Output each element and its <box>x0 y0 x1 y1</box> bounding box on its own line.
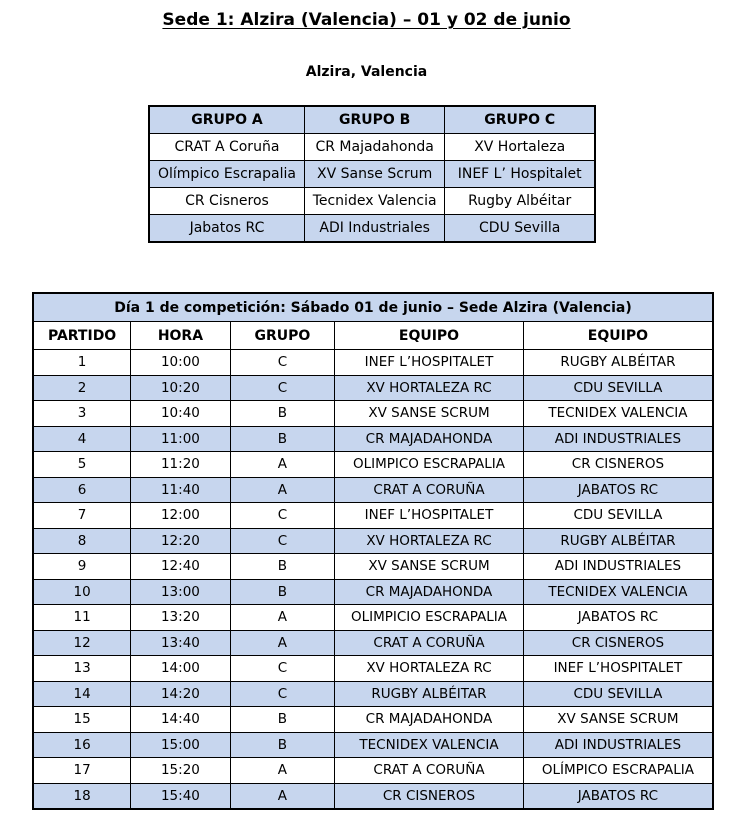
schedule-row <box>33 758 713 784</box>
match-time-cell: 12:00 <box>131 503 230 529</box>
away-team-cell: CR CISNEROS <box>523 630 713 656</box>
group-team-cell: ADI Industriales <box>304 215 444 243</box>
home-team-cell: CR MAJADAHONDA <box>335 707 524 733</box>
groups-row <box>149 188 595 215</box>
away-team-cell: JABATOS RC <box>523 477 713 503</box>
group-team-cell: Jabatos RC <box>149 215 304 243</box>
match-number-cell: 8 <box>33 528 131 554</box>
match-group-cell: A <box>230 783 335 809</box>
match-time-cell: 10:20 <box>131 375 230 401</box>
match-group-cell: C <box>230 528 335 554</box>
match-number-cell: 9 <box>33 554 131 580</box>
match-time-cell: 13:40 <box>131 630 230 656</box>
home-team-cell: RUGBY ALBÉITAR <box>335 681 524 707</box>
match-group-cell: A <box>230 758 335 784</box>
match-number-cell: 17 <box>33 758 131 784</box>
match-group-cell: B <box>230 554 335 580</box>
away-team-cell: CDU SEVILLA <box>523 681 713 707</box>
group-team-cell: Olímpico Escrapalia <box>149 161 304 188</box>
schedule-row <box>33 528 713 554</box>
group-team-cell: CRAT A Coruña <box>149 134 304 161</box>
home-team-cell: CRAT A CORUÑA <box>335 758 524 784</box>
match-time-cell: 10:00 <box>131 350 230 376</box>
match-time-cell: 12:40 <box>131 554 230 580</box>
home-team-cell: XV HORTALEZA RC <box>335 528 524 554</box>
match-group-cell: B <box>230 707 335 733</box>
away-team-cell: ADI INDUSTRIALES <box>523 732 713 758</box>
match-group-cell: A <box>230 630 335 656</box>
match-number-cell: 13 <box>33 656 131 682</box>
match-number-cell: 7 <box>33 503 131 529</box>
match-number-cell: 10 <box>33 579 131 605</box>
match-group-cell: B <box>230 401 335 427</box>
home-team-cell: XV HORTALEZA RC <box>335 656 524 682</box>
schedule-row <box>33 350 713 376</box>
match-number-cell: 2 <box>33 375 131 401</box>
home-team-cell: XV HORTALEZA RC <box>335 375 524 401</box>
group-team-cell: Rugby Albéitar <box>445 188 595 215</box>
group-team-cell: XV Hortaleza <box>445 134 595 161</box>
header-equipo-visitante: EQUIPO <box>523 322 713 350</box>
group-c-header: GRUPO C <box>445 106 595 134</box>
home-team-cell: XV SANSE SCRUM <box>335 554 524 580</box>
match-time-cell: 14:00 <box>131 656 230 682</box>
home-team-cell: CR MAJADAHONDA <box>335 579 524 605</box>
page-title: Sede 1: Alzira (Valencia) – 01 y 02 de junio <box>162 10 571 30</box>
schedule-row <box>33 375 713 401</box>
schedule-row <box>33 477 713 503</box>
group-team-cell: CR Majadahonda <box>304 134 444 161</box>
match-group-cell: C <box>230 375 335 401</box>
away-team-cell: TECNIDEX VALENCIA <box>523 579 713 605</box>
match-group-cell: C <box>230 350 335 376</box>
match-number-cell: 1 <box>33 350 131 376</box>
home-team-cell: TECNIDEX VALENCIA <box>335 732 524 758</box>
match-time-cell: 14:40 <box>131 707 230 733</box>
home-team-cell: OLIMPICO ESCRAPALIA <box>335 452 524 478</box>
home-team-cell: INEF L’HOSPITALET <box>335 503 524 529</box>
away-team-cell: ADI INDUSTRIALES <box>523 554 713 580</box>
match-number-cell: 16 <box>33 732 131 758</box>
match-number-cell: 18 <box>33 783 131 809</box>
schedule-row <box>33 503 713 529</box>
match-group-cell: B <box>230 579 335 605</box>
match-group-cell: C <box>230 503 335 529</box>
schedule-row <box>33 426 713 452</box>
match-time-cell: 11:00 <box>131 426 230 452</box>
match-number-cell: 15 <box>33 707 131 733</box>
schedule-table <box>32 292 714 810</box>
match-time-cell: 13:00 <box>131 579 230 605</box>
home-team-cell: INEF L’HOSPITALET <box>335 350 524 376</box>
match-number-cell: 4 <box>33 426 131 452</box>
group-team-cell: INEF L’ Hospitalet <box>445 161 595 188</box>
match-time-cell: 13:20 <box>131 605 230 631</box>
match-group-cell: B <box>230 426 335 452</box>
schedule-header-row <box>33 322 713 350</box>
match-time-cell: 10:40 <box>131 401 230 427</box>
header-hora: HORA <box>131 322 230 350</box>
header-equipo-local: EQUIPO <box>335 322 524 350</box>
match-group-cell: A <box>230 605 335 631</box>
group-team-cell: Tecnidex Valencia <box>304 188 444 215</box>
schedule-row <box>33 681 713 707</box>
group-team-cell: CR Cisneros <box>149 188 304 215</box>
match-time-cell: 12:20 <box>131 528 230 554</box>
match-time-cell: 11:20 <box>131 452 230 478</box>
away-team-cell: RUGBY ALBÉITAR <box>523 528 713 554</box>
match-time-cell: 11:40 <box>131 477 230 503</box>
schedule-row <box>33 630 713 656</box>
home-team-cell: CR CISNEROS <box>335 783 524 809</box>
away-team-cell: ADI INDUSTRIALES <box>523 426 713 452</box>
home-team-cell: CR MAJADAHONDA <box>335 426 524 452</box>
away-team-cell: TECNIDEX VALENCIA <box>523 401 713 427</box>
home-team-cell: CRAT A CORUÑA <box>335 630 524 656</box>
schedule-row <box>33 783 713 809</box>
match-group-cell: A <box>230 452 335 478</box>
away-team-cell: INEF L’HOSPITALET <box>523 656 713 682</box>
schedule-row <box>33 452 713 478</box>
groups-row <box>149 161 595 188</box>
header-partido: PARTIDO <box>33 322 131 350</box>
match-time-cell: 15:40 <box>131 783 230 809</box>
group-team-cell: CDU Sevilla <box>445 215 595 243</box>
schedule-row <box>33 605 713 631</box>
schedule-row <box>33 656 713 682</box>
match-number-cell: 3 <box>33 401 131 427</box>
away-team-cell: CDU SEVILLA <box>523 503 713 529</box>
schedule-row <box>33 579 713 605</box>
schedule-row <box>33 732 713 758</box>
away-team-cell: XV SANSE SCRUM <box>523 707 713 733</box>
match-group-cell: A <box>230 477 335 503</box>
match-time-cell: 14:20 <box>131 681 230 707</box>
away-team-cell: JABATOS RC <box>523 605 713 631</box>
group-b-header: GRUPO B <box>304 106 444 134</box>
group-team-cell: XV Sanse Scrum <box>304 161 444 188</box>
away-team-cell: JABATOS RC <box>523 783 713 809</box>
match-group-cell: B <box>230 732 335 758</box>
groups-row <box>149 134 595 161</box>
groups-header-row <box>149 106 595 134</box>
group-a-header: GRUPO A <box>149 106 304 134</box>
match-number-cell: 14 <box>33 681 131 707</box>
match-number-cell: 11 <box>33 605 131 631</box>
away-team-cell: RUGBY ALBÉITAR <box>523 350 713 376</box>
schedule-row <box>33 401 713 427</box>
header-grupo: GRUPO <box>230 322 335 350</box>
home-team-cell: CRAT A CORUÑA <box>335 477 524 503</box>
match-time-cell: 15:20 <box>131 758 230 784</box>
schedule-body <box>33 350 713 810</box>
match-group-cell: C <box>230 656 335 682</box>
match-number-cell: 6 <box>33 477 131 503</box>
groups-table <box>148 105 596 243</box>
away-team-cell: CR CISNEROS <box>523 452 713 478</box>
schedule-row <box>33 707 713 733</box>
home-team-cell: OLIMPICIO ESCRAPALIA <box>335 605 524 631</box>
home-team-cell: XV SANSE SCRUM <box>335 401 524 427</box>
groups-row <box>149 215 595 243</box>
away-team-cell: CDU SEVILLA <box>523 375 713 401</box>
schedule-caption: Día 1 de competición: Sábado 01 de junio – Sede Alzira (Valencia) <box>33 293 713 322</box>
match-number-cell: 12 <box>33 630 131 656</box>
away-team-cell: OLÍMPICO ESCRAPALIA <box>523 758 713 784</box>
schedule-row <box>33 554 713 580</box>
match-number-cell: 5 <box>33 452 131 478</box>
location-subtitle: Alzira, Valencia <box>305 64 428 80</box>
match-time-cell: 15:00 <box>131 732 230 758</box>
match-group-cell: C <box>230 681 335 707</box>
